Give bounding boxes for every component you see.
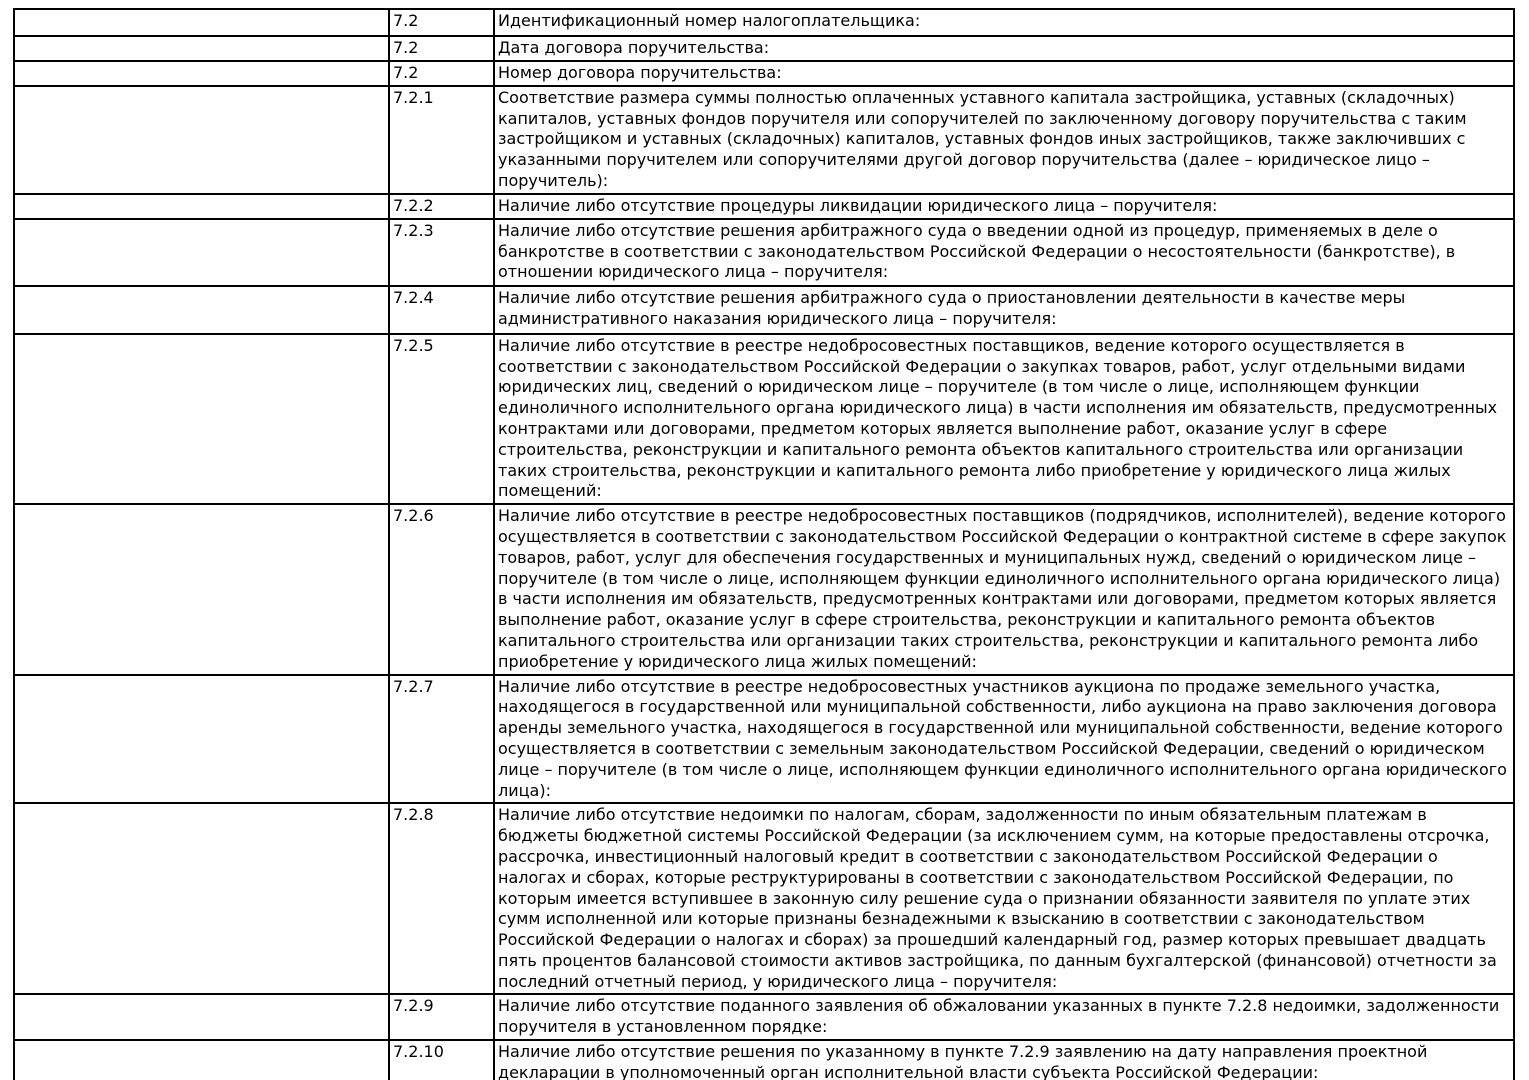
item-number: 7.2.9 <box>389 994 494 1040</box>
value-cell <box>14 219 389 286</box>
value-cell <box>14 994 389 1040</box>
value-cell <box>14 194 389 219</box>
table-row <box>14 61 1514 86</box>
item-description: Наличие либо отсутствие недоимки по налогам, сборам, задолженности по иным обязательным платежам в бюджеты бюджетной системы Российской Федерации (за исключением сумм, на которые предоставлены отсрочка, рассрочка, инвестиционный налоговый кредит в соответствии с законодательством Российской Федерации о налогах и сборах, которые реструктурированы в соответствии с законодательством Российской Федерации, по которым имеется вступившее в законную силу решение суда о признании обязанности заявителя по уплате этих сумм исполненной или которые признаны безнадежными к взысканию в соответствии с законодательством Российской Федерации о налогах и сборах) за прошедший календарный год, размер которых превышает двадцать пять процентов балансовой стоимости активов застройщика, по данным бухгалтерской (финансовой) отчетности за последний отчетный период, у юридического лица – поручителя: <box>494 803 1514 994</box>
item-number: 7.2.8 <box>389 803 494 994</box>
item-description: Наличие либо отсутствие в реестре недобросовестных поставщиков (подрядчиков, исполнителей), ведение которого осуществляется в соответствии с законодательством Российской Федерации о контрактной системе в сфере закупок товаров, работ, услуг для обеспечения государственных и муниципальных нужд, сведений о юридическом лице – поручителе (в том числе о лице, исполняющем функции единоличного исполнительного органа юридического лица) в части исполнения им обязательств, предусмотренных контрактами или договорами, предметом которых является выполнение работ, оказание услуг в сфере строительства, реконструкции и капитального ремонта объектов капитального строительства или организации таких строительства, реконструкции и капитального ремонта либо приобретение у юридического лица жилых помещений: <box>494 504 1514 674</box>
item-description: Соответствие размера суммы полностью оплаченных уставного капитала застройщика, уставных (складочных) капиталов, уставных фондов поручителя или сопоручителей по заключенному договору поручительства с таким застройщиком и уставных (складочных) капиталов, уставных фондов иных застройщиков, также заключивших с указанными поручителем или сопоручителями другой договор поручительства (далее – юридическое лицо – поручитель): <box>494 86 1514 194</box>
table-row <box>14 803 1514 994</box>
item-number: 7.2 <box>389 61 494 86</box>
table-row <box>14 9 1514 36</box>
table-row <box>14 1040 1514 1080</box>
item-description: Номер договора поручительства: <box>494 61 1514 86</box>
value-cell <box>14 334 389 504</box>
value-cell <box>14 675 389 804</box>
item-number: 7.2.10 <box>389 1040 494 1080</box>
item-description: Наличие либо отсутствие в реестре недобросовестных участников аукциона по продаже земельного участка, находящегося в государственной или муниципальной собственности, либо аукциона на право заключения договора аренды земельного участка, находящегося в государственной или муниципальной собственности, ведение которого осуществляется в соответствии с земельным законодательством Российской Федерации, сведений о юридическом лице – поручителе (в том числе о лице, исполняющем функции единоличного исполнительного органа юридического лица): <box>494 675 1514 804</box>
value-cell <box>14 504 389 674</box>
table-row <box>14 286 1514 334</box>
value-cell <box>14 803 389 994</box>
value-cell <box>14 286 389 334</box>
item-description: Наличие либо отсутствие поданного заявления об обжаловании указанных в пункте 7.2.8 недоимки, задолженности поручителя в установленном порядке: <box>494 994 1514 1040</box>
item-description: Наличие либо отсутствие решения арбитражного суда о введении одной из процедур, применяемых в деле о банкротстве в соответствии с законодательством Российской Федерации о несостоятельности (банкротстве), в отношении юридического лица – поручителя: <box>494 219 1514 286</box>
value-cell <box>14 1040 389 1080</box>
value-cell <box>14 36 389 61</box>
table-row <box>14 194 1514 219</box>
item-number: 7.2 <box>389 9 494 36</box>
item-number: 7.2.6 <box>389 504 494 674</box>
item-description: Наличие либо отсутствие решения по указанному в пункте 7.2.9 заявлению на дату направления проектной декларации в уполномоченный орган исполнительной власти субъекта Российской Федерации: <box>494 1040 1514 1080</box>
item-description: Наличие либо отсутствие в реестре недобросовестных поставщиков, ведение которого осуществляется в соответствии с законодательством Российской Федерации о закупках товаров, работ, услуг отдельными видами юридических лиц, сведений о юридическом лице – поручителе (в том числе о лице, исполняющем функции единоличного исполнительного органа юридического лица) в части исполнения им обязательств, предусмотренных контрактами или договорами, предметом которых является выполнение работ, оказание услуг в сфере строительства, реконструкции и капитального ремонта объектов капитального строительства или организации таких строительства, реконструкции и капитального ремонта либо приобретение у юридического лица жилых помещений: <box>494 334 1514 504</box>
table-row <box>14 86 1514 194</box>
declaration-table <box>13 8 1515 1080</box>
value-cell <box>14 9 389 36</box>
table-row <box>14 994 1514 1040</box>
table-row <box>14 504 1514 674</box>
table-row <box>14 675 1514 804</box>
value-cell <box>14 86 389 194</box>
item-number: 7.2.5 <box>389 334 494 504</box>
item-number: 7.2.2 <box>389 194 494 219</box>
item-number: 7.2.7 <box>389 675 494 804</box>
value-cell <box>14 61 389 86</box>
table-row <box>14 36 1514 61</box>
item-description: Идентификационный номер налогоплательщика: <box>494 9 1514 36</box>
item-description: Наличие либо отсутствие решения арбитражного суда о приостановлении деятельности в качестве меры административного наказания юридического лица – поручителя: <box>494 286 1514 334</box>
item-number: 7.2.4 <box>389 286 494 334</box>
item-description: Наличие либо отсутствие процедуры ликвидации юридического лица – поручителя: <box>494 194 1514 219</box>
item-number: 7.2 <box>389 36 494 61</box>
item-description: Дата договора поручительства: <box>494 36 1514 61</box>
item-number: 7.2.3 <box>389 219 494 286</box>
table-row <box>14 334 1514 504</box>
item-number: 7.2.1 <box>389 86 494 194</box>
table-row <box>14 219 1514 286</box>
